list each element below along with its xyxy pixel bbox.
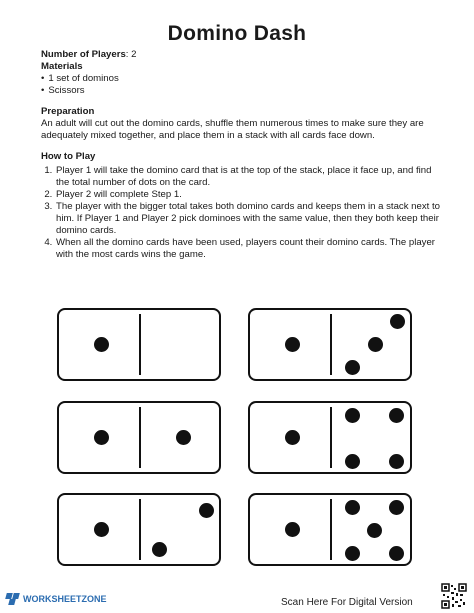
step-item: 4. When all the domino cards have been used, players count their domino cards. The player with the most cards wins the game.: [55, 237, 441, 261]
materials-heading: Materials: [41, 61, 83, 72]
domino-pip: [199, 503, 214, 518]
domino-pip: [285, 522, 300, 537]
domino-pip: [368, 337, 383, 352]
materials-item: • 1 set of dominos: [41, 73, 441, 85]
domino-pip: [389, 408, 404, 423]
players-value: : 2: [125, 49, 137, 60]
domino-pip: [285, 337, 300, 352]
domino-divider: [139, 499, 141, 560]
domino-pip: [345, 360, 360, 375]
domino-card: [248, 308, 412, 381]
domino-pip: [94, 430, 109, 445]
players-label: Number of Players: [41, 49, 126, 60]
brand-logo: [6, 593, 107, 605]
players-line: [41, 49, 441, 61]
domino-pip: [389, 546, 404, 561]
domino-pip: [94, 337, 109, 352]
how-to-play-heading: How to Play: [41, 151, 96, 162]
domino-pip: [94, 522, 109, 537]
logo-icon: [6, 593, 20, 605]
domino-pip: [367, 523, 382, 538]
scan-text: Scan Here For Digital Version: [281, 597, 413, 608]
preparation-section: [41, 106, 441, 142]
domino-card: [57, 401, 221, 474]
domino-pip: [176, 430, 191, 445]
preparation-heading: Preparation: [41, 106, 95, 117]
domino-pip: [389, 500, 404, 515]
brand-name: WORKSHEETZONE: [23, 594, 107, 604]
instructions: [41, 49, 441, 261]
qr-code-icon[interactable]: [441, 583, 467, 609]
domino-card: [57, 493, 221, 566]
domino-pip: [285, 430, 300, 445]
domino-pip: [390, 314, 405, 329]
domino-divider: [330, 407, 332, 468]
steps-list: [41, 165, 441, 261]
domino-pip: [345, 454, 360, 469]
preparation-text: An adult will cut out the domino cards, shuffle them numerous times to make sure they are adequately mixed together, and place them in a stack with all cards face down.: [41, 118, 424, 141]
domino-pip: [345, 408, 360, 423]
domino-pip: [345, 546, 360, 561]
domino-pip: [345, 500, 360, 515]
domino-card: [248, 401, 412, 474]
domino-divider: [139, 314, 141, 375]
domino-divider: [330, 314, 332, 375]
step-item: 1. Player 1 will take the domino card that is at the top of the stack, place it face up, and find the total number of dots on the card.: [55, 165, 441, 189]
domino-divider: [330, 499, 332, 560]
materials-item: • Scissors: [41, 85, 441, 97]
domino-divider: [139, 407, 141, 468]
domino-card: [57, 308, 221, 381]
domino-pip: [152, 542, 167, 557]
page-title: Domino Dash: [167, 22, 307, 45]
materials-list: [41, 73, 441, 97]
how-to-play-section: [41, 151, 441, 261]
step-item: 2. Player 2 will complete Step 1.: [55, 189, 441, 201]
step-item: 3. The player with the bigger total takes both domino cards and keeps them in a stack next to him. If Player 1 and Player 2 pick dominoes with the same value, then they both keep their domino cards.: [55, 201, 441, 237]
domino-card: [248, 493, 412, 566]
domino-pip: [389, 454, 404, 469]
